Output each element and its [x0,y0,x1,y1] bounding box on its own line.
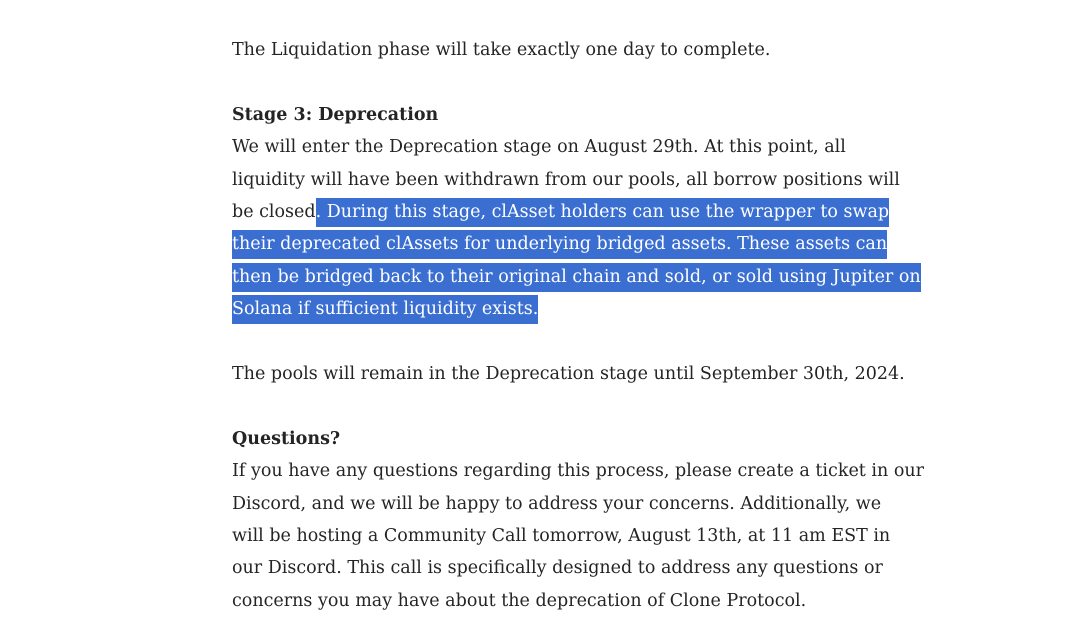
selected-text[interactable]: then be bridged back to their original chain and sold, or sold using Jupiter on [232,263,921,292]
questions-line-2: Discord, and we will be happy to address your concerns. Additionally, we [232,493,882,514]
stage3-line-3 [232,196,922,228]
selected-text[interactable]: their deprecated clAssets for underlying bridged assets. These assets can [232,230,887,259]
liquidation-duration-paragraph [232,34,922,66]
stage3-line-5 [232,261,922,293]
paragraph-line: The pools will remain in the Deprecation stage until September 30th, 2024. [232,364,905,385]
stage3-heading: Stage 3: Deprecation [232,104,439,125]
questions-line-3: will be hosting a Community Call tomorrow, August 13th, at 11 am EST in [232,526,891,547]
stage3-line-1: We will enter the Deprecation stage on August 29th. At this point, all [232,137,846,158]
questions-heading: Questions? [232,428,341,449]
paragraph-line: The Liquidation phase will take exactly one day to complete. [232,40,771,60]
selected-text[interactable]: Solana if sufficient liquidity exists. [232,295,538,324]
questions-line-5: concerns you may have about the deprecation of Clone Protocol. [232,590,807,611]
stage3-line-6 [232,293,922,325]
questions-line-4: our Discord. This call is specifically designed to address any questions or [232,558,883,579]
stage3-section [232,99,922,326]
questions-section [232,423,922,617]
stage3-line-2: liquidity will have been withdrawn from our pools, all borrow positions will [232,169,900,190]
questions-line-1: If you have any questions regarding this process, please create a ticket in our [232,461,924,482]
deprecation-end-paragraph [232,358,922,390]
stage3-line-3-plain-text: be closed [232,202,316,223]
article-body [232,34,922,638]
selected-text[interactable]: . During this stage, clAsset holders can use the wrapper to swap [316,198,889,227]
stage3-line-4 [232,228,922,260]
